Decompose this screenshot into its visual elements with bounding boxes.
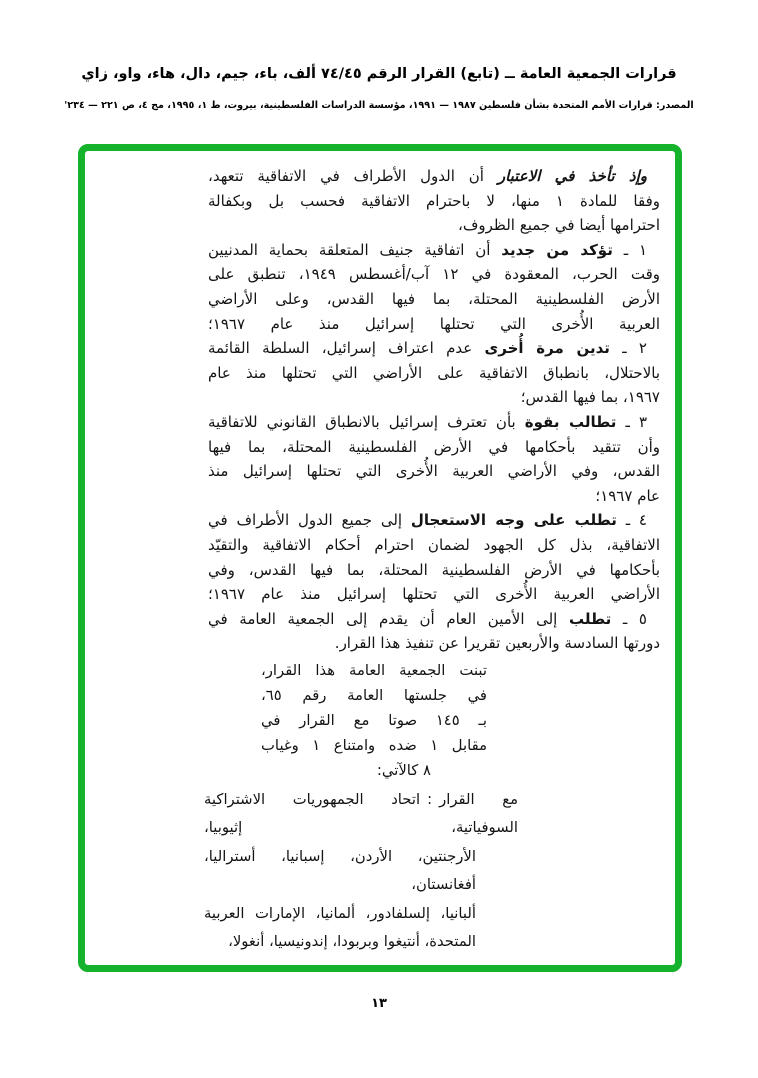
preamble-line-3: احترامها أيضا في جميع الظروف،	[457, 216, 660, 235]
clause-3-line-3: القدس، وفي الأراضي العربية الأُخرى التي تحتلها إسرائيل منذ	[208, 462, 660, 481]
adoption-line-3: بـ ١٤٥ صوتا مع القرار في	[261, 711, 487, 729]
vote-label: مع القرار	[439, 790, 519, 808]
clause-2-line-2: بالاحتلال، بانطباق الاتفاقية على الأراضي التي تحتلها منذ عام	[208, 363, 660, 382]
clause-1-line-4: العربية الأُخرى التي تحتلها إسرائيل منذ عام ١٩٦٧؛	[208, 314, 660, 333]
vote-line-1	[204, 786, 518, 843]
adoption-line-4: مقابل ١ ضده وامتناع ١ وغياب	[261, 736, 487, 754]
adoption-note	[261, 658, 487, 783]
page-number: ١٣	[371, 996, 387, 1011]
clause-2-lead: تدين مرة أُخرى	[484, 339, 610, 358]
vote-countries-1: اتحاد الجمهوريات الاشتراكية السوفياتية، إثيوبيا،	[204, 790, 518, 837]
preamble-line-2: وفقا للمادة ١ منها، لا باحترام الاتفاقية فحسب بل وبكفالة	[208, 191, 660, 210]
clause-2-line-1	[208, 336, 660, 361]
clause-1-lead: تؤكد من جديد	[501, 240, 613, 259]
clause-5-line-2: دورتها السادسة والأربعين تقريرا عن تنفيذ هذا القرار.	[334, 634, 660, 653]
clause-5-text: إلى الأمين العام أن يقدم إلى الجمعية العامة في	[208, 609, 558, 628]
clause-4-line-3: بأحكامها في الأرض الفلسطينية المحتلة، بما فيها القدس، وفي	[208, 560, 660, 579]
clause-1-line-1	[208, 238, 660, 263]
vote-line-4: المتحدة، أنتيغوا وبربودا، إندونيسيا، أنغولا،	[228, 933, 476, 951]
clause-4-line-2: الاتفاقية، بذل كل الجهود لضمان احترام أحكام الاتفاقية والتقيّد	[208, 535, 660, 554]
clause-2-text: عدم اعتراف إسرائيل، السلطة القائمة	[208, 339, 473, 358]
clause-4-number: ٤ ـ	[625, 511, 647, 530]
clause-1-number: ١ ـ	[623, 240, 647, 259]
preamble-text: أن الدول الأطراف في الاتفاقية تتعهد،	[208, 167, 484, 185]
adoption-line-2: في جلستها العامة رقم ٦٥،	[261, 686, 487, 704]
vote-record	[204, 786, 518, 957]
clause-3-line-4: عام ١٩٦٧؛	[595, 486, 660, 505]
adoption-line-1: تبنت الجمعية العامة هذا القرار،	[261, 661, 487, 679]
clause-5-line-1	[208, 607, 660, 632]
document-title: قرارات الجمعية العامة ــ (تابع) القرار الرقم ٧٤/٤٥ ألف، باء، جيم، دال، هاء، واو، زاي	[81, 66, 677, 82]
clause-4-line-1	[208, 508, 660, 533]
clause-1-line-3: الأرض الفلسطينية المحتلة، بما فيها القدس، وعلى الأراضي	[208, 289, 660, 308]
resolution-text	[204, 164, 660, 957]
clause-3-line-1	[208, 410, 660, 435]
green-annotation-frame	[78, 144, 682, 972]
adoption-line-5: ٨ كالآتي:	[376, 761, 431, 779]
vote-colon: :	[427, 790, 433, 808]
clause-5-number: ٥ ـ	[622, 609, 647, 628]
clause-4-text: إلى جميع الدول الأطراف في	[208, 511, 403, 530]
preamble-line-1	[208, 164, 660, 189]
vote-line-3: ألبانيا، إلسلفادور، ألمانيا، الإمارات العربية	[204, 904, 476, 922]
vote-line-2: الأرجنتين، الأردن، إسبانيا، أستراليا، أفغانستان،	[204, 847, 476, 894]
clause-1-text: أن اتفاقية جنيف المتعلقة بحماية المدنيين	[208, 240, 491, 259]
clause-2-line-3: ١٩٦٧، بما فيها القدس؛	[520, 388, 660, 407]
clause-3-lead: تطالب بقوة	[524, 412, 617, 431]
clause-1-line-2: وقت الحرب، المعقودة في ١٢ آب/أغسطس ١٩٤٩، تنطبق على	[208, 265, 660, 284]
source-citation: المصدر: قرارات الأمم المتحدة بشأن فلسطين ١٩٨٧ — ١٩٩١، مؤسسة الدراسات الفلسطينية، بيروت، ط ١، ١٩٩٥، مج ٤، ص ٢٢١ — ٢٣٤'	[64, 100, 694, 111]
resolution-body	[208, 164, 660, 656]
preamble-lead: وإذ تأخذ في الاعتبار	[497, 167, 647, 185]
clause-5-lead: تطلب	[569, 609, 612, 628]
clause-4-lead: تطلب على وجه الاستعجال	[410, 511, 617, 530]
clause-3-line-2: وأن تتقيد بأحكامها في الأرض الفلسطينية المحتلة، بما فيها	[208, 437, 660, 456]
clause-4-line-4: الأراضي العربية الأُخرى التي تحتلها إسرائيل منذ عام ١٩٦٧؛	[208, 585, 660, 604]
clause-3-text: بأن تعترف إسرائيل بالانطباق القانوني للاتفاقية	[208, 412, 516, 431]
clause-3-number: ٣ ـ	[625, 412, 647, 431]
clause-2-number: ٢ ـ	[622, 339, 647, 358]
